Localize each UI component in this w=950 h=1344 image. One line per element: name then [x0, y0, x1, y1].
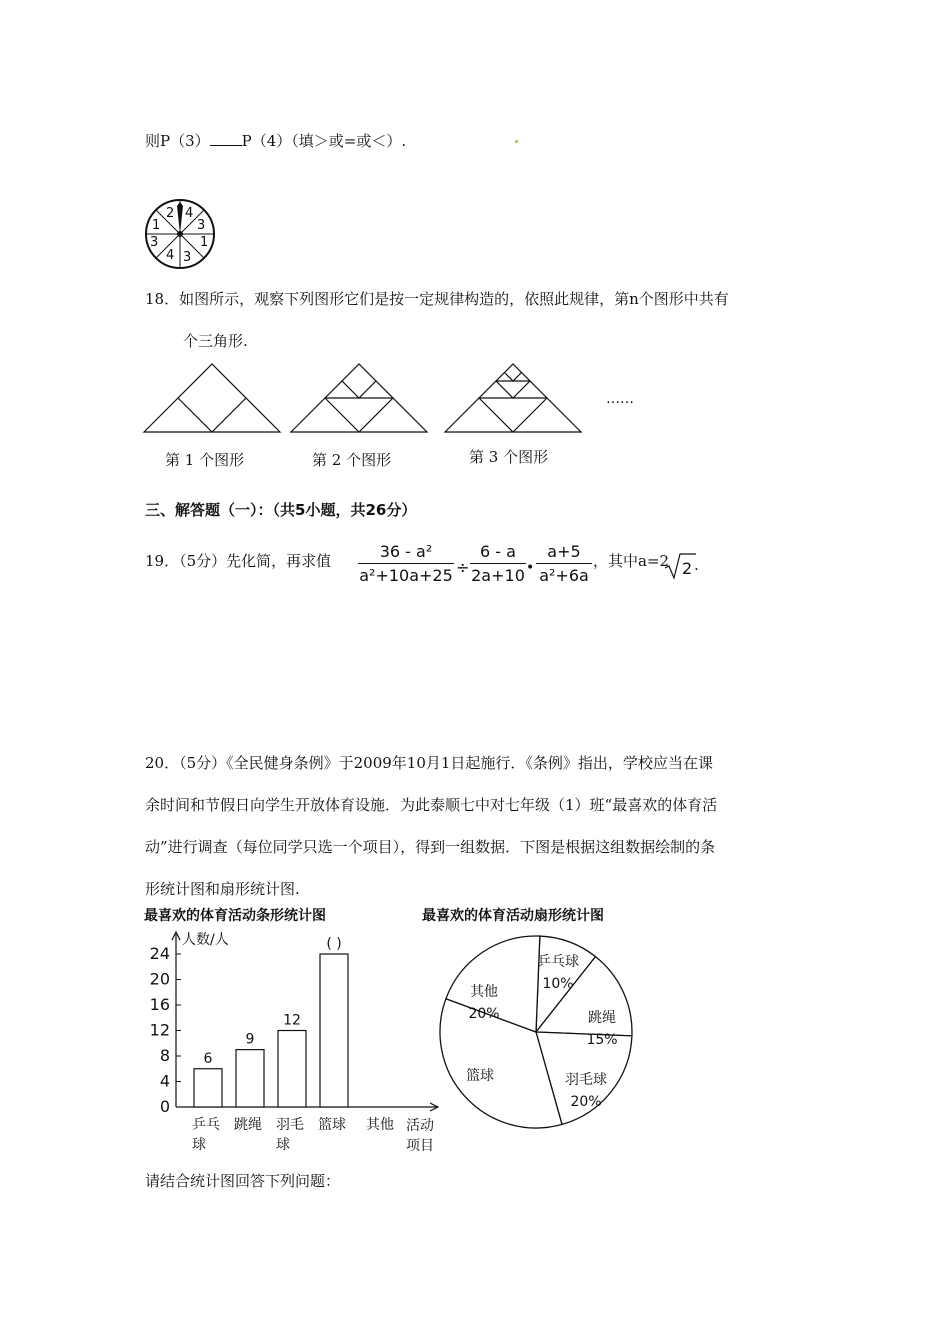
triangle-figures — [140, 358, 660, 438]
triangle-figure-1 — [144, 364, 280, 432]
spinner-label: 3 — [183, 250, 192, 265]
pie-slice-label: 跳绳 — [588, 1010, 616, 1026]
multiply-dot: • — [526, 560, 535, 576]
caption-3: 第 3 个图形 — [469, 448, 549, 466]
ellipsis: …… — [606, 391, 634, 407]
y-tick-label: 20 — [149, 969, 170, 989]
sqrt-sign — [664, 552, 698, 580]
y-axis-label: 人数/人 — [182, 932, 229, 948]
pie-slice-label: 其他 — [470, 984, 498, 1000]
fraction-1 — [358, 542, 454, 585]
q17-mid: P（4）（填＞或=或＜）. — [241, 132, 407, 150]
spinner-label: 1 — [152, 218, 161, 233]
fraction-2-numerator: 6 - a — [470, 542, 526, 564]
q18-line2: 个三角形. — [183, 332, 248, 350]
y-tick-label: 8 — [159, 1046, 170, 1065]
pie-chart-title: 最喜欢的体育活动扇形统计图 — [422, 908, 604, 924]
bar — [278, 1031, 306, 1108]
category-label: 篮球 — [318, 1117, 346, 1133]
spinner-label: 4 — [185, 206, 194, 221]
fraction-1-denominator: a²+10a+25 — [359, 566, 453, 585]
q17-line — [145, 130, 406, 151]
spinner-label: 3 — [150, 235, 159, 250]
spinner-label: 2 — [166, 206, 175, 221]
bar-data-label: 6 — [203, 1050, 213, 1067]
category-label: 乒乓 — [192, 1117, 220, 1133]
x-axis-label-line-2: 项目 — [406, 1138, 434, 1154]
y-tick-label: 4 — [159, 1071, 170, 1091]
q20-line-4: 形统计图和扇形统计图. — [145, 880, 300, 898]
category-label: 球 — [276, 1137, 290, 1153]
y-tick-label: 24 — [149, 944, 170, 963]
bar-data-label: 12 — [283, 1012, 301, 1029]
fraction-2 — [470, 542, 526, 585]
triangle-figure-3 — [445, 364, 581, 432]
caption-1: 第 1 个图形 — [165, 451, 245, 469]
y-tick-label: 16 — [149, 995, 170, 1014]
spinner-label: 4 — [166, 248, 175, 263]
spinner-label: 3 — [197, 218, 206, 233]
bar — [320, 954, 348, 1107]
category-label: 羽毛 — [276, 1117, 304, 1133]
bar-chart-title: 最喜欢的体育活动条形统计图 — [144, 908, 326, 924]
bar — [236, 1050, 264, 1107]
fraction-3-numerator: a+5 — [536, 542, 592, 564]
answer-blank[interactable] — [210, 131, 242, 146]
pie-slice-percent: 20% — [570, 1094, 602, 1110]
pie-slice-percent: 10% — [542, 976, 574, 992]
bar — [194, 1069, 222, 1107]
bar-data-label: 9 — [245, 1031, 255, 1048]
q20-footer: 请结合统计图回答下列问题： — [145, 1172, 341, 1190]
q20-line-3: 动”进行调查（每位同学只选一个项目），得到一组数据．下图是根据这组数据绘制的条 — [145, 838, 716, 856]
stray-dot — [515, 140, 518, 143]
q19-suffix: ，其中a=2 — [593, 552, 670, 570]
q19-prefix: 19．（5分）先化简，再求值 — [145, 552, 332, 570]
radicand: 2 — [682, 559, 693, 578]
divide-sign: ÷ — [456, 558, 470, 577]
fraction-2-denominator: 2a+10 — [471, 566, 525, 585]
pie-slice-label: 篮球 — [466, 1068, 494, 1084]
q19-period: . — [694, 556, 699, 574]
triangle-figure-2 — [291, 364, 427, 432]
spinner-pointer — [177, 202, 183, 234]
y-tick-label: 0 — [159, 1097, 170, 1116]
q18-line1: 18．如图所示，观察下列图形它们是按一定规律构造的，依照此规律，第n个图形中共有 — [145, 290, 729, 308]
bar-chart — [140, 902, 450, 1157]
q20-line-1: 20．（5分）《全民健身条例》于2009年10月1日起施行．《条例》指出，学校应当在课 — [145, 754, 713, 772]
caption-2: 第 2 个图形 — [312, 451, 392, 469]
q20-line-2: 余时间和节假日向学生开放体育设施．为此泰顺七中对七年级（1）班“最喜欢的体育活 — [145, 796, 718, 814]
fraction-3 — [536, 542, 592, 585]
pie-slice-percent: 15% — [586, 1032, 618, 1048]
pie-chart — [418, 902, 648, 1132]
pie-slice-label: 乒乓球 — [537, 954, 579, 970]
fraction-1-numerator: 36 - a² — [358, 542, 454, 564]
pie-slice-label: 羽毛球 — [565, 1072, 607, 1088]
spinner-figure — [142, 198, 220, 270]
bar-data-label: ( ) — [326, 936, 342, 952]
y-tick-label: 12 — [149, 1020, 170, 1040]
fraction-3-denominator: a²+6a — [539, 566, 589, 585]
q17-prefix: 则P（3） — [145, 132, 210, 150]
section-heading: 三、解答题（一）：（共5小题，共26分） — [145, 501, 417, 519]
category-label: 其他 — [366, 1117, 394, 1133]
pie-slice-percent: 20% — [468, 1006, 500, 1022]
x-axis-label-line-1: 活动 — [406, 1118, 434, 1134]
category-label: 球 — [192, 1137, 206, 1153]
category-label: 跳绳 — [234, 1117, 262, 1133]
spinner-label: 1 — [200, 235, 209, 250]
